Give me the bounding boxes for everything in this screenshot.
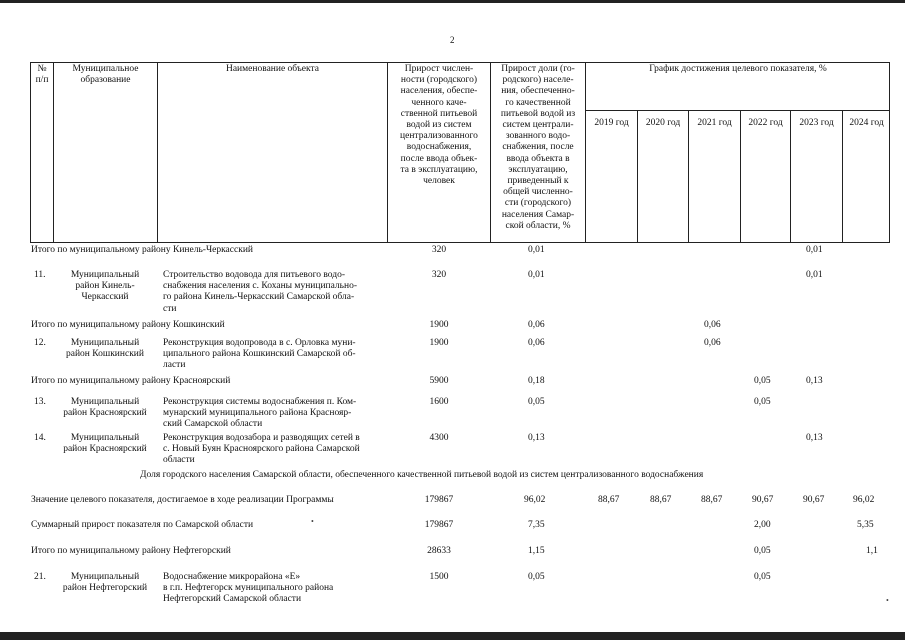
header-year-2024: 2024 год <box>849 118 884 128</box>
total-row-growth: 5900 <box>429 376 449 386</box>
header-divider <box>790 110 791 243</box>
row-2023: 0,13 <box>806 433 823 443</box>
total-row-growth: 320 <box>431 245 447 255</box>
total-row-label: Итого по муниципальному району Кинель-Черкасский <box>31 245 253 255</box>
row-object: Реконструкция водозабора и разводящих сетей в с. Новый Буян Красноярского района Самарской области <box>163 433 360 466</box>
row-municipality: Муниципальный район Нефтегорский <box>62 572 148 594</box>
header-divider <box>585 110 890 111</box>
row-object: Строительство водовода для питьевого водо- снабжения населения с. Коханы муниципально- го района Кинель-Черкасский Самарской обла- сти <box>163 270 357 314</box>
sum-row-growth: 179867 <box>424 520 454 530</box>
row-2022: 0,05 <box>754 397 771 407</box>
row-number: 21. <box>34 572 46 582</box>
total-row-share: 0,01 <box>528 245 545 255</box>
row-growth: 4300 <box>429 433 449 443</box>
row-share: 0,06 <box>528 338 545 348</box>
total-row-share: 1,15 <box>528 546 545 556</box>
total-row-growth: 1900 <box>429 320 449 330</box>
row-share: 0,13 <box>528 433 545 443</box>
row-growth: 1900 <box>429 338 449 348</box>
section-title: Доля городского населения Самарской области, обеспеченного качественной питьевой водой из систем централизованного водоснабжения <box>140 470 704 480</box>
row-2023: 0,01 <box>806 270 823 280</box>
header-divider <box>637 110 638 243</box>
total-row-label: Итого по муниципальному району Кошкинский <box>31 320 225 330</box>
top-border <box>0 0 905 3</box>
total-row-2023: 0,01 <box>806 245 823 255</box>
sum-row-label: Суммарный прирост показателя по Самарской области <box>31 520 254 530</box>
target-row-2023: 90,67 <box>803 495 825 505</box>
row-municipality: Муниципальный район Кошкинский <box>66 338 144 360</box>
target-row-growth: 179867 <box>424 495 454 505</box>
row-share: 0,05 <box>528 572 545 582</box>
header-col-share: Прирост доли (го- родского) населе- ния, обеспеченно- го качественной питьевой водой из систем централи- зованного водо- снабжения, после ввода объекта в эксплуатацию, приведенный к общей численно- сти (городского) населения Самар- ской области, % <box>500 64 576 231</box>
header-divider <box>53 62 54 243</box>
header-col-municipality: Муниципальное образование <box>72 64 139 86</box>
row-2022: 0,05 <box>754 572 771 582</box>
row-share: 0,01 <box>528 270 545 280</box>
header-col-no: № п/п <box>35 64 49 86</box>
total-row-growth: 28633 <box>427 546 451 556</box>
row-number: 13. <box>34 397 46 407</box>
row-object: Реконструкция водопровода в с. Орловка муни- ципального района Кошкинский Самарской об- ласти <box>163 338 356 371</box>
header-col-growth: Прирост числен- ности (городского) населения, обеспе- ченного каче- ственной питьевой водой из систем централизованного водоснабжения, после ввода объек- та в эксплуатацию, человек <box>400 64 478 187</box>
row-growth: 320 <box>431 270 447 280</box>
page-number: 2 <box>450 35 455 45</box>
scan-mark: • <box>886 596 889 605</box>
target-row-share: 96,02 <box>524 495 546 505</box>
header-divider <box>585 62 586 243</box>
sum-row-share: 7,35 <box>528 520 545 530</box>
header-year-2020: 2020 год <box>645 118 681 128</box>
header-year-2023: 2023 год <box>799 118 834 128</box>
target-row-label: Значение целевого показателя, достигаемое в ходе реализации Программы <box>31 495 334 505</box>
header-year-2021: 2021 год <box>697 118 732 128</box>
total-row-share: 0,18 <box>528 376 545 386</box>
total-row-2023: 0,13 <box>806 376 823 386</box>
scan-mark: • <box>311 517 314 526</box>
bottom-border <box>0 632 905 640</box>
target-row-2021: 88,67 <box>701 495 723 505</box>
row-municipality: Муниципальный район Кинель- Черкасский <box>70 270 140 303</box>
target-row-2019: 88,67 <box>598 495 620 505</box>
total-row-2022: 0,05 <box>754 546 771 556</box>
row-object-line: Водоснабжение микрорайона «Е» <box>163 572 301 582</box>
total-row-label: Итого по муниципальному району Нефтегорский <box>31 546 231 556</box>
header-col-object: Наименование объекта <box>225 64 319 74</box>
sum-row-2022: 2,00 <box>754 520 771 530</box>
header-year-2019: 2019 год <box>594 118 629 128</box>
total-row-share: 0,06 <box>528 320 545 330</box>
sum-row-2024: 5,35 <box>857 520 874 530</box>
row-object: Реконструкция системы водоснабжения п. Ком- мунарский муниципального района Краснояр- ский Самарской области <box>163 397 357 430</box>
target-row-2024: 96,02 <box>853 495 875 505</box>
row-number: 12. <box>34 338 46 348</box>
header-divider <box>740 110 741 243</box>
target-row-2020: 88,67 <box>650 495 672 505</box>
target-row-2022: 90,67 <box>752 495 774 505</box>
header-col-schedule: График достижения целевого показателя, % <box>649 64 827 74</box>
total-row-label: Итого по муниципальному району Красноярский <box>31 376 231 386</box>
header-divider <box>842 110 843 243</box>
row-2021: 0,06 <box>704 338 721 348</box>
header-divider <box>688 110 689 243</box>
header-year-2022: 2022 год <box>748 118 783 128</box>
row-number: 11. <box>34 270 46 280</box>
row-share: 0,05 <box>528 397 545 407</box>
row-growth: 1500 <box>429 572 449 582</box>
row-number: 14. <box>34 433 46 443</box>
header-divider <box>157 62 158 243</box>
row-municipality: Муниципальный район Красноярский <box>63 397 147 419</box>
total-row-2024: 1,1 <box>866 546 878 556</box>
row-growth: 1600 <box>429 397 449 407</box>
row-municipality: Муниципальный район Красноярский <box>63 433 147 455</box>
row-object: Водоснабжение микрорайона «Е» в г.п. Нефтегорск муниципального района Нефтегорский Самарской области <box>163 572 334 605</box>
total-row-2021: 0,06 <box>704 320 721 330</box>
total-row-2022: 0,05 <box>754 376 771 386</box>
